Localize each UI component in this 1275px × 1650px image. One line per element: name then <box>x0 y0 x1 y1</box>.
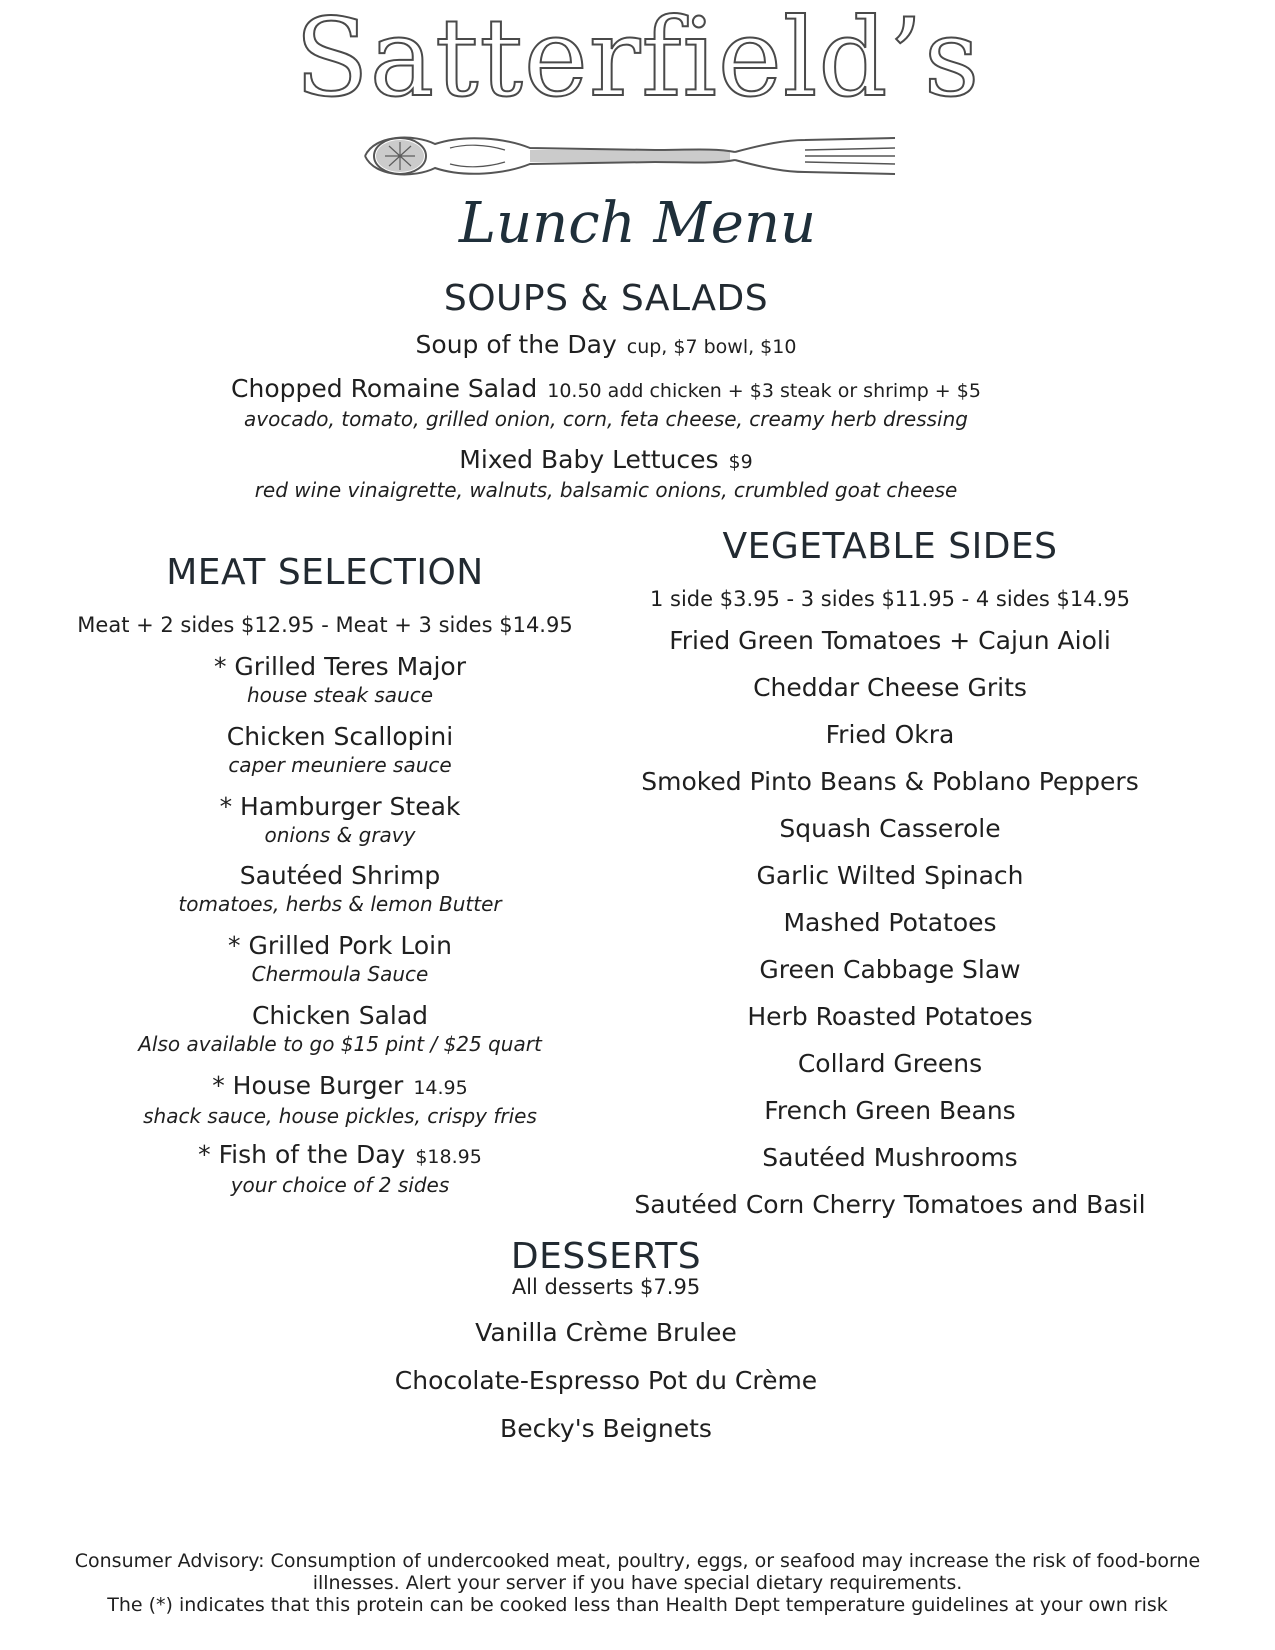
item-name: * Fish of the Day <box>198 1140 406 1169</box>
list-item: Mashed Potatoes <box>783 908 997 937</box>
list-item: Sautéed Corn Cherry Tomatoes and Basil <box>634 1190 1146 1219</box>
item-name: * Grilled Teres Major <box>213 652 467 681</box>
item-price: $9 <box>728 451 753 473</box>
list-item: Sautéed Mushrooms <box>762 1143 1018 1172</box>
item-description: tomatoes, herbs & lemon Butter <box>178 892 502 916</box>
item-description: Also available to go $15 pint / $25 quart <box>138 1032 542 1056</box>
list-item <box>60 652 620 722</box>
list-item <box>60 931 620 1001</box>
desserts-list <box>0 1318 1212 1462</box>
item-price: 14.95 <box>413 1077 468 1099</box>
list-item: Herb Roasted Potatoes <box>747 1002 1033 1031</box>
item-description: caper meuniere sauce <box>228 753 452 777</box>
item-price: cup, $7 bowl, $10 <box>626 336 797 358</box>
item-name: Mixed Baby Lettuces <box>459 445 719 474</box>
salad-item <box>0 445 1212 503</box>
vegetable-sides-heading: VEGETABLE SIDES <box>722 526 1058 567</box>
list-item: Green Cabbage Slaw <box>759 955 1021 984</box>
list-item: French Green Beans <box>764 1096 1016 1125</box>
item-description: onions & gravy <box>264 823 416 847</box>
list-item: Cheddar Cheese Grits <box>753 673 1027 702</box>
item-name: Chicken Scallopini <box>226 722 454 751</box>
list-item <box>60 792 620 861</box>
item-name: Chopped Romaine Salad <box>231 374 538 403</box>
advisory-line: The (*) indicates that this protein can be cooked less than Health Dept temperature guidelines at your own risk <box>107 1594 1168 1616</box>
list-item: Fried Green Tomatoes + Cajun Aioli <box>669 626 1111 655</box>
item-name: Chicken Salad <box>251 1001 429 1030</box>
list-item <box>60 1140 620 1210</box>
item-name: * Grilled Pork Loin <box>228 931 452 960</box>
fork-icon <box>355 126 900 186</box>
list-item: Smoked Pinto Beans & Poblano Peppers <box>641 767 1139 796</box>
list-item <box>60 722 620 792</box>
meat-selection-heading: MEAT SELECTION <box>166 552 484 593</box>
item-name: Soup of the Day <box>415 330 617 359</box>
item-description: shack sauce, house pickles, crispy fries <box>143 1104 537 1128</box>
vegetable-pricing: 1 side $3.95 - 3 sides $11.95 - 4 sides $14.95 <box>649 587 1131 611</box>
meat-list <box>60 652 620 1210</box>
item-description: house steak sauce <box>246 683 434 707</box>
menu-title: Lunch Menu <box>458 191 817 256</box>
consumer-advisory <box>60 1550 1215 1616</box>
soups-salads-heading: SOUPS & SALADS <box>443 278 769 319</box>
list-item: Garlic Wilted Spinach <box>756 861 1024 890</box>
advisory-line: Consumer Advisory: Consumption of undercooked meat, poultry, eggs, or seafood may increase the risk of food-borne <box>74 1550 1201 1572</box>
item-price: $18.95 <box>415 1146 482 1168</box>
list-item <box>60 861 620 931</box>
item-description: your choice of 2 sides <box>230 1173 450 1197</box>
restaurant-logo-name: Satterfield’s <box>294 0 981 121</box>
salad-item <box>0 374 1212 432</box>
item-name: * Hamburger Steak <box>219 792 461 821</box>
list-item <box>60 1001 620 1071</box>
list-item <box>60 1071 620 1140</box>
list-item: Squash Casserole <box>779 814 1001 843</box>
advisory-line: illnesses. Alert your server if you have special dietary requirements. <box>312 1572 963 1594</box>
list-item: Vanilla Crème Brulee <box>475 1318 737 1347</box>
item-price: 10.50 add chicken + $3 steak or shrimp + $5 <box>547 380 981 402</box>
item-name: * House Burger <box>212 1071 404 1100</box>
desserts-pricing: All desserts $7.95 <box>511 1275 701 1299</box>
meat-pricing: Meat + 2 sides $12.95 - Meat + 3 sides $14.95 <box>77 613 573 637</box>
list-item: Fried Okra <box>825 720 955 749</box>
item-description: Chermoula Sauce <box>251 962 429 986</box>
item-description: avocado, tomato, grilled onion, corn, feta cheese, creamy herb dressing <box>244 407 968 431</box>
item-description: red wine vinaigrette, walnuts, balsamic onions, crumbled goat cheese <box>254 478 958 502</box>
desserts-heading: DESSERTS <box>510 1236 702 1277</box>
list-item: Collard Greens <box>797 1049 983 1078</box>
item-name: Sautéed Shrimp <box>239 861 441 890</box>
vegetable-list <box>620 626 1160 1237</box>
soup-item <box>0 330 1212 362</box>
list-item: Becky's Beignets <box>500 1414 712 1443</box>
list-item: Chocolate-Espresso Pot du Crème <box>394 1366 818 1395</box>
